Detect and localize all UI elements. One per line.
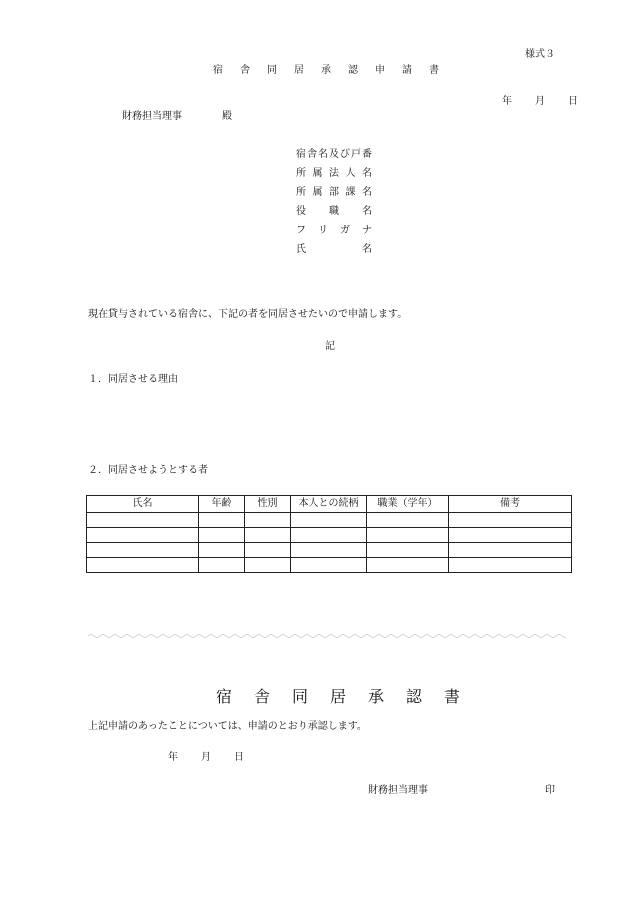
month-label: 月 [535, 96, 545, 107]
approval-month-label: 月 [201, 752, 211, 763]
table-cell [199, 528, 245, 543]
field-furigana: フ リ ガ ナ [296, 225, 372, 236]
section-reason-heading: １．同居させる理由 [88, 374, 178, 385]
table-row [87, 543, 572, 558]
approver: 財務担当理事 [368, 785, 428, 796]
table-cell [367, 543, 449, 558]
request-text: 現在貸与されている宿舎に、下記の者を同居させたいので申請します。 [88, 309, 408, 320]
table-cell [291, 513, 367, 528]
ki-label: 記 [325, 341, 335, 352]
column-header-sex: 性別 [245, 496, 291, 513]
table-cell [367, 513, 449, 528]
approval-date [168, 753, 244, 763]
column-header-occupation: 職業（学年） [367, 496, 449, 513]
approval-title [216, 689, 460, 705]
table-cell [199, 558, 245, 573]
approval-title-char: 舎 [253, 687, 270, 706]
field-dormitory-name: 宿 舎 名 及 び 戸 番 [296, 149, 372, 160]
cohabitant-table [86, 495, 572, 573]
honorific: 殿 [222, 111, 232, 122]
addressee: 財務担当理事 [122, 111, 182, 122]
title-char: 宿 [213, 65, 223, 76]
table-cell [449, 543, 572, 558]
table-cell [87, 513, 199, 528]
field-position: 役 職 名 [296, 206, 372, 217]
table-row [87, 558, 572, 573]
approval-title-char: 書 [443, 687, 460, 706]
section-cohabitant-heading: ２．同居させようとする者 [88, 465, 208, 476]
approval-text: 上記申請のあったことについては、申請のとおり承認します。 [88, 721, 367, 732]
application-date [502, 97, 578, 107]
table-cell [449, 528, 572, 543]
title-char: 居 [294, 65, 304, 76]
table-row [87, 528, 572, 543]
title-char: 請 [402, 65, 412, 76]
approval-title-char: 認 [405, 687, 422, 706]
title-char: 認 [348, 65, 358, 76]
table-cell [245, 528, 291, 543]
title-char: 書 [429, 65, 439, 76]
day-label: 日 [568, 96, 578, 107]
column-header-relation: 本人との続柄 [291, 496, 367, 513]
table-header-row [87, 496, 572, 513]
approval-day-label: 日 [234, 752, 244, 763]
table-cell [87, 558, 199, 573]
applicant-fields [296, 150, 372, 264]
year-label: 年 [502, 96, 512, 107]
seal-mark: 印 [545, 785, 555, 796]
form-number: 様式３ [525, 49, 555, 60]
table-row [87, 513, 572, 528]
title-char: 同 [267, 65, 277, 76]
table-cell [199, 513, 245, 528]
table-cell [245, 543, 291, 558]
table-cell [291, 543, 367, 558]
approval-title-char: 宿 [216, 687, 233, 706]
approval-year-label: 年 [168, 752, 178, 763]
column-header-age: 年齢 [199, 496, 245, 513]
field-name: 氏 名 [296, 244, 372, 255]
table-cell [291, 558, 367, 573]
table-cell [245, 513, 291, 528]
table-cell [87, 528, 199, 543]
table-cell [199, 543, 245, 558]
title-char: 承 [321, 65, 331, 76]
table-cell [291, 528, 367, 543]
table-cell [87, 543, 199, 558]
field-department: 所 属 部 課 名 [296, 187, 372, 198]
column-header-name: 氏名 [87, 496, 199, 513]
cut-line [88, 632, 566, 640]
title-char: 申 [375, 65, 385, 76]
approval-title-char: 同 [291, 687, 308, 706]
table-cell [367, 528, 449, 543]
title-char: 舎 [240, 65, 250, 76]
column-header-remarks: 備考 [449, 496, 572, 513]
form-title [213, 66, 439, 76]
approval-title-char: 居 [329, 687, 346, 706]
approval-title-char: 承 [367, 687, 384, 706]
table-cell [245, 558, 291, 573]
table-cell [449, 513, 572, 528]
table-cell [367, 558, 449, 573]
field-corporation: 所 属 法 人 名 [296, 168, 372, 179]
table-cell [449, 558, 572, 573]
